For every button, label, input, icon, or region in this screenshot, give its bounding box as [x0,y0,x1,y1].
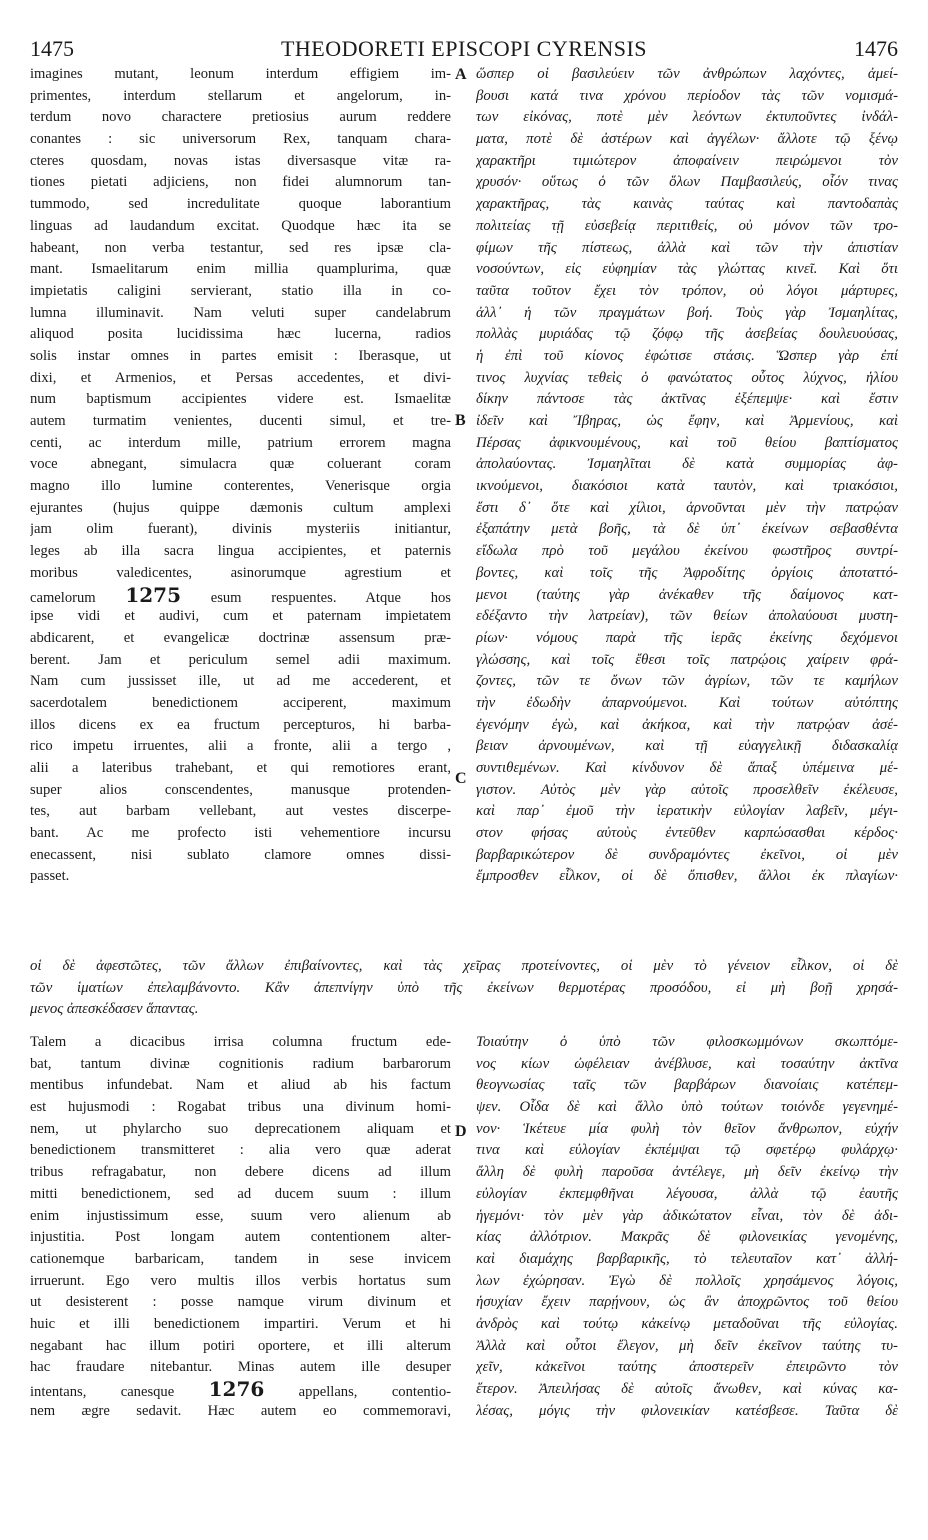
text-line: bant. Ac me profecto isti vehementiore incursu [30,825,451,842]
text-line: ταῦτα τοῦτον ἔχει τὸν τρόπον, οὐ λόγοι μάρτυρες, [476,282,898,299]
text-line: tummodo, sed incredulitate quoque laborantium [30,196,451,213]
text-line: cationemque barbaricam, tandem in sese invicem [30,1250,451,1267]
text-line: Ἀλλὰ καὶ οὗτοι ἔλεγον, μὴ δεῖν ἐκεῖνον ταύτης τυ- [476,1337,898,1354]
text-line: στον φήσας αὐτοὺς ἐντεῦθεν καρπώσασθαι κέρδος· [476,825,898,842]
text-line: καὶ παρ᾽ ἐμοῦ τὴν ἱερατικὴν εὐλογίαν λαβεῖν, μέγι- [476,803,898,820]
text-line: illos dicens ex ea fructum percepturos, hi barba- [30,716,451,733]
text-line: ἔστι δ᾽ ὅτε καὶ χίλιοι, ἀρνοῦνται μὲν τὴν πατρῴαν [476,499,898,516]
text-line: primentes, interdum stellarum et angelorum, in- [30,87,451,104]
text-line: ἄλλη δὲ φυλὴ παροῦσα ἀντέλεγε, μὴ δεῖν ἐκείνῳ τὴν [476,1164,898,1181]
text-line: ματα, ποτὲ δὲ ἀστέρων καὶ ἀγγέλων· ἄλλοτε τῷ ξένῳ [476,131,898,148]
latin-column-bottom [30,1032,451,1432]
text-line: lumna illuminavit. Nam veluti super candelabrum [30,304,451,321]
text-line: passet. [30,868,70,885]
text-line: χεῖν, κἀκεῖνοι ταύτης ἀποστερεῖν ἐπειρῶντο τὸν [476,1359,898,1376]
text-line: καὶ διαμάχης βαρβαρικῆς, τὸ τελευταῖον κατ᾽ ἀλλή- [476,1250,898,1267]
column-number: 1275 [125,582,182,607]
text-line: rico impetu irruentes, alii a fronte, alii a tergo , [30,738,451,755]
text-line: μενος ἀπεσκέδασεν ἅπαντας. [30,1001,199,1018]
section-marker-b: B [455,412,466,429]
text-line: negabant hac illum potiri oportere, et illi alterum [30,1337,451,1354]
text-line: leges ab illa sacra lingua accipientes, et paternis [30,543,451,560]
text-line: aliquod posita lucidissima hæc lucerna, radios [30,326,451,343]
text-line: centi, ac interdum mille, patrium errorem magna [30,434,451,451]
left-page-number: 1475 [30,36,74,61]
text-line: intentans, canesque 1276 appellans, contentio- [30,1377,451,1401]
text-line: νον· Ἱκέτευε μία φυλὴ τὸν θεῖον ἄνθρωπον, εὐχήν [476,1120,898,1137]
text-line: ut desisterent : posse namque virum divinum et [30,1294,451,1311]
text-line: πολλὰς μυριάδας τῷ ζόφῳ τῆς ἀσεβείας δουλευούσας, [476,326,898,343]
text-line: βουσι κατά τινα χρόνου περίοδον τὰς τῶν νομισμά- [476,87,898,104]
text-line: ἰδεῖν καὶ Ἴβηρας, ὡς ἔφην, καὶ Ἀρμενίους, καὶ [476,413,898,429]
text-line: sacerdotalem benedictionem acciperent, maximum [30,694,451,711]
text-line: τινα καὶ εὐλογίαν ἐκπέμψαι τῷ σφετέρῳ φυλάρχῳ· [476,1142,898,1159]
text-line: ἐξαπάτην μετὰ βοῆς, τὰ δὲ ὑπ᾽ ἐκείνων σεβασθέντα [476,521,898,538]
text-line: γιστον. Αὐτὸς μὲν γὰρ αὐτοῖς προσελθεῖν ἐκέλευσε, [476,781,898,798]
text-line: ἀνδρὸς καὶ τούτῳ κἀκείνῳ μεταδοῦναι τῆς εὐλογίας. [476,1315,898,1332]
text-line: ejurantes (hujus quippe dæmonis cultum amplexi [30,499,451,516]
text-line: mentibus infundebat. Nam et aliud ab his factum [30,1077,451,1094]
text-line: τῶν ἱματίων ἐπελαμβάνοντο. Κἂν ἀπεπνίγην ὑπὸ τῆς ἐκείνων θερμοτέρας προσόδου, εἰ μὴ βοῇ χρησά- [30,979,898,996]
text-line: ἔμπροσθεν εἷλκον, οἱ δὲ ὄπισθεν, ἄλλοι ἐκ πλαγίων· [476,868,898,885]
text-line: των εἰκόνας, ποτὲ μὲν λεόντων ἐκτυποῦντες ἰνδάλ- [476,109,898,126]
text-line: ἐγενόμην ἐγὼ, καὶ ἀκήκοα, καὶ τὴν πατρῴαν ἀσέ- [476,716,898,733]
text-line: tes, aut barbam vellebant, aut vestes discerpe- [30,803,451,820]
text-line: μενοι (ταύτης γὰρ ἀνέκαθεν τῆς δαίμονος κατ- [476,586,898,603]
text-line: imagines mutant, leonum interdum effigiem im- [30,66,451,82]
text-line: ipse vidi et audivi, cum et paternam impietatem [30,608,451,625]
section-marker-d: D [455,1123,467,1140]
running-title: THEODORETI EPISCOPI CYRENSIS [280,36,648,61]
text-line: Τοιαύτην ὁ ὑπὸ τῶν φιλοσκωμμόνων σκωπτόμε- [476,1034,898,1050]
text-line: φίμων τῆς πίστεως, ἀλλὰ καὶ τῶν τὴν ἀπιστίαν [476,239,898,256]
text-line: conantes : sic universorum Rex, tanquam chara- [30,131,451,148]
text-line: ἀλλ᾽ ἡ τῶν πραγμάτων βοή. Τοὺς γὰρ Ἰσμαηλίτας, [476,304,898,321]
text-line: benedictionem transmitteret : alia vero quæ aderat [30,1142,451,1159]
text-line: νος κίων ὠφέλειαν ἀνέβλυσε, καὶ τοσαύτην ἀκτῖνα [476,1055,898,1072]
text-line: τὴν ἐδωδὴν ἀπαρνούμενοι. Καὶ τούτων αὐτόπτης [476,694,898,711]
text-line: ικνούμενοι, διακόσιοι κατὰ ταυτὸν, καὶ τριακόσιοι, [476,478,898,495]
text-line: οἱ δὲ ἀφεστῶτες, τῶν ἄλλων ἐπιβαίνοντες, καὶ τὰς χεῖρας προτείνοντες, οἱ μὲν τὸ γένειον εἷλκον, οἱ δὲ [30,958,898,974]
text-line: mitti benedictionem, sed ad ducem suum : illum [30,1185,451,1202]
text-line: enim injustissimum esse, suum vero alienum ab [30,1207,451,1224]
text-line: Talem a dicacibus irrisa columna fructum ede- [30,1034,451,1050]
text-line: hac fraudare nitebantur. Minas autem ille desuper [30,1359,451,1376]
text-line: ἡγεμόνι· τὸν μὲν γὰρ ἀδικώτατον εἶναι, τὸν δὲ ἀδι- [476,1207,898,1224]
text-line: γλώσσης, καὶ τοῖς ἔθεσι τοῖς πατρῴοις χαίρειν φρά- [476,651,898,668]
text-line: νοσούντων, εἰς εὐφημίαν τὰς γλώττας κινεῖ. Καὶ ὅτι [476,261,898,278]
text-line: λέσας, μόγις τὴν φιλονεικίαν κατέσβεσε. Ταῦτα δὲ [476,1402,898,1419]
text-line: ζοντες, τῶν τε ὄνων τῶν ἀγρίων, τῶν τε καμήλων [476,673,898,690]
text-line: Πέρσας ἀφικνουμένους, καὶ τοῦ θείου βαπτίσματος [476,434,898,451]
section-marker-c: C [455,770,467,787]
text-line: habeant, non verba testantur, sed res ipsæ cla- [30,239,451,256]
text-line: est hujusmodi : Rogabat tribus una divinum homi- [30,1099,451,1116]
text-line: alii a lateribus trahebant, et qui remotiores erant, [30,760,451,776]
text-line: injustitia. Post longam autem contentionem alter- [30,1229,451,1246]
text-line: irruerunt. Ego vero multis illos verbis hortatus sum [30,1272,451,1289]
text-line: χαρακτῆρι τιμιώτερον ἀποφαίνειν πειρώμενοι τὸν [476,152,898,169]
text-line: moribus valedicentes, asinorumque agrestium et [30,564,451,581]
text-line: berent. Jam et periculum semel adii maximum. [30,651,451,668]
text-line: τινος λυχνίας τεθεὶς ὁ φανώτατος οὗτος λύχνος, ἡλίου [476,369,898,386]
text-line: κίας ἀλλότριον. Μακρᾶς δὲ φιλονεικίας γενομένης, [476,1229,898,1246]
text-line: ἡσυχίαν ἔχειν παρῄνουν, ὡς ἂν ἀποχρῶντος τοῦ θείου [476,1294,898,1311]
text-line: magno illo lumine conterentes, Venerisque orgia [30,478,451,495]
text-line: jam olim fuerant), divinis mysteriis initiantur, [30,521,451,538]
text-line: ἀπολαύοντας. Ἰσμαηλῖται δὲ κατὰ συμμορίας ἀφ- [476,456,898,473]
text-line: ρίων· νόμους παρὰ τῆς ἱερᾶς ἐκείνης δεχόμενοι [476,629,898,646]
text-line: terdum novo charactere pretiosius aurum reddere [30,109,451,126]
text-line: εἴδωλα πρὸ τοῦ μεγάλου ἐκείνου φωστῆρος συντρί- [476,543,898,560]
text-line: βειαν ἀρνουμένων, καὶ τῇ εὐαγγελικῇ διδασκαλίᾳ [476,738,898,755]
text-line: num baptismum accipientes videre est. Ismaelitæ [30,391,451,408]
text-line: ψεν. Οἶδα δὲ καὶ ἄλλο ὑπὸ τούτων τοιόνδε γεγενημέ- [476,1099,898,1116]
text-line: εὐλογίαν ἐκπεμφθῆναι λέγουσα, ἀλλὰ τῷ ἑαυτῆς [476,1185,898,1202]
text-line: tribus refragabatur, non debere dicens ad illum [30,1164,451,1181]
text-line: bat, tantum divinæ cognitionis radium barbarorum [30,1055,451,1072]
text-line: βαρβαρικώτερον δὲ συνδραμόντες ἐκεῖνοι, οἱ μὲν [476,846,898,863]
text-line: huic et illi benedictionem impartiri. Verum et hi [30,1315,451,1332]
text-line: cteres quosdam, novas istas diversasque vitæ ra- [30,152,451,169]
text-line: nem, ut phylarcho suo deprecationem aliquam et [30,1120,451,1137]
text-line: tiones pietati adjiciens, non fidei alumnorum tan- [30,174,451,191]
text-line: θεογνωσίας ταῖς τῶν βαρβάρων διανοίαις κατέπεμ- [476,1077,898,1094]
text-line: συντιθεμένων. Καὶ κίνδυνον δὲ ἅπαξ ὑπέμεινα μέ- [476,760,898,776]
greek-column-top [476,64,898,894]
text-line: linguas ad laudandum excitat. Quodque hæc ita se [30,217,451,234]
text-line: voce abnegant, simulacra quæ coluerant coram [30,456,451,473]
right-page-number: 1476 [854,36,898,61]
text-line: mant. Ismaelitarum enim millia quamplurima, quæ [30,261,451,278]
section-marker-a: A [455,66,467,83]
text-line: πολιτείας τῇ εὐσεβείᾳ περιτιθείς, οὐ μόνον τῶν τρο- [476,217,898,234]
text-line: Nam cum jussisset ille, ut ad me accederent, et [30,673,451,690]
text-line: λων ἐχώρησαν. Ἐγὼ δὲ πολλοῖς χρησάμενος λόγοις, [476,1272,898,1289]
text-line: dixi, et Armenios, et Persas accedentes, et divi- [30,369,451,386]
text-line: nem ægre sedavit. Hæc autem eo commemoravi, [30,1402,451,1419]
text-line: ὥσπερ οἱ βασιλεύειν τῶν ἀνθρώπων λαχόντες, ἀμεί- [476,66,898,82]
text-line: camelorum 1275 esum respuentes. Atque hos [30,582,451,607]
page-header [0,8,928,61]
text-line: ἕτερον. Ἀπειλήσας δὲ αὐτοῖς ἄνωθεν, καὶ κύνας κα- [476,1381,898,1397]
greek-full-width-block [30,958,898,1028]
text-line: χαρακτῆρας, τὰς καινὰς ταύτας καὶ παντοδαπὰς [476,196,898,213]
text-line: abdicarent, et evangelicæ doctrinæ assensum præ- [30,629,451,646]
latin-column-top [30,64,451,894]
text-line: βοντες, καὶ τοῖς τῆς Ἀφροδίτης ὀργίοις ἀποταττό- [476,564,898,581]
greek-column-bottom [476,1032,898,1432]
text-line: δίκην πάντοσε τὰς ἀκτῖνας ἐξέπεμψε· καὶ ἔστιν [476,391,898,408]
text-line: impietatis caligini servierant, statio illa in co- [30,282,451,299]
text-line: χρυσόν· οὕτως ὁ τῶν ὅλων Παμβασιλεύς, οἷόν τινας [476,174,898,191]
text-line: εδέξαντο τὴν λατρείαν), τῶν θείων ἀπολαύουσι μυστη- [476,608,898,625]
text-line: super alios conscendentes, manusque protenden- [30,781,451,798]
column-number: 1276 [208,1377,265,1401]
text-line: solis instar omnes in partes emisit : Iberasque, ut [30,347,451,364]
text-line: autem turmatim venientes, ducenti simul, et tre- [30,413,451,429]
text-line: ἡ ἐπὶ τοῦ κίονος ἐφώτισε στάσις. Ὥσπερ γὰρ ἐπί [476,347,898,364]
text-line: enecassent, nisi sublato clamore omnes dissi- [30,846,451,863]
